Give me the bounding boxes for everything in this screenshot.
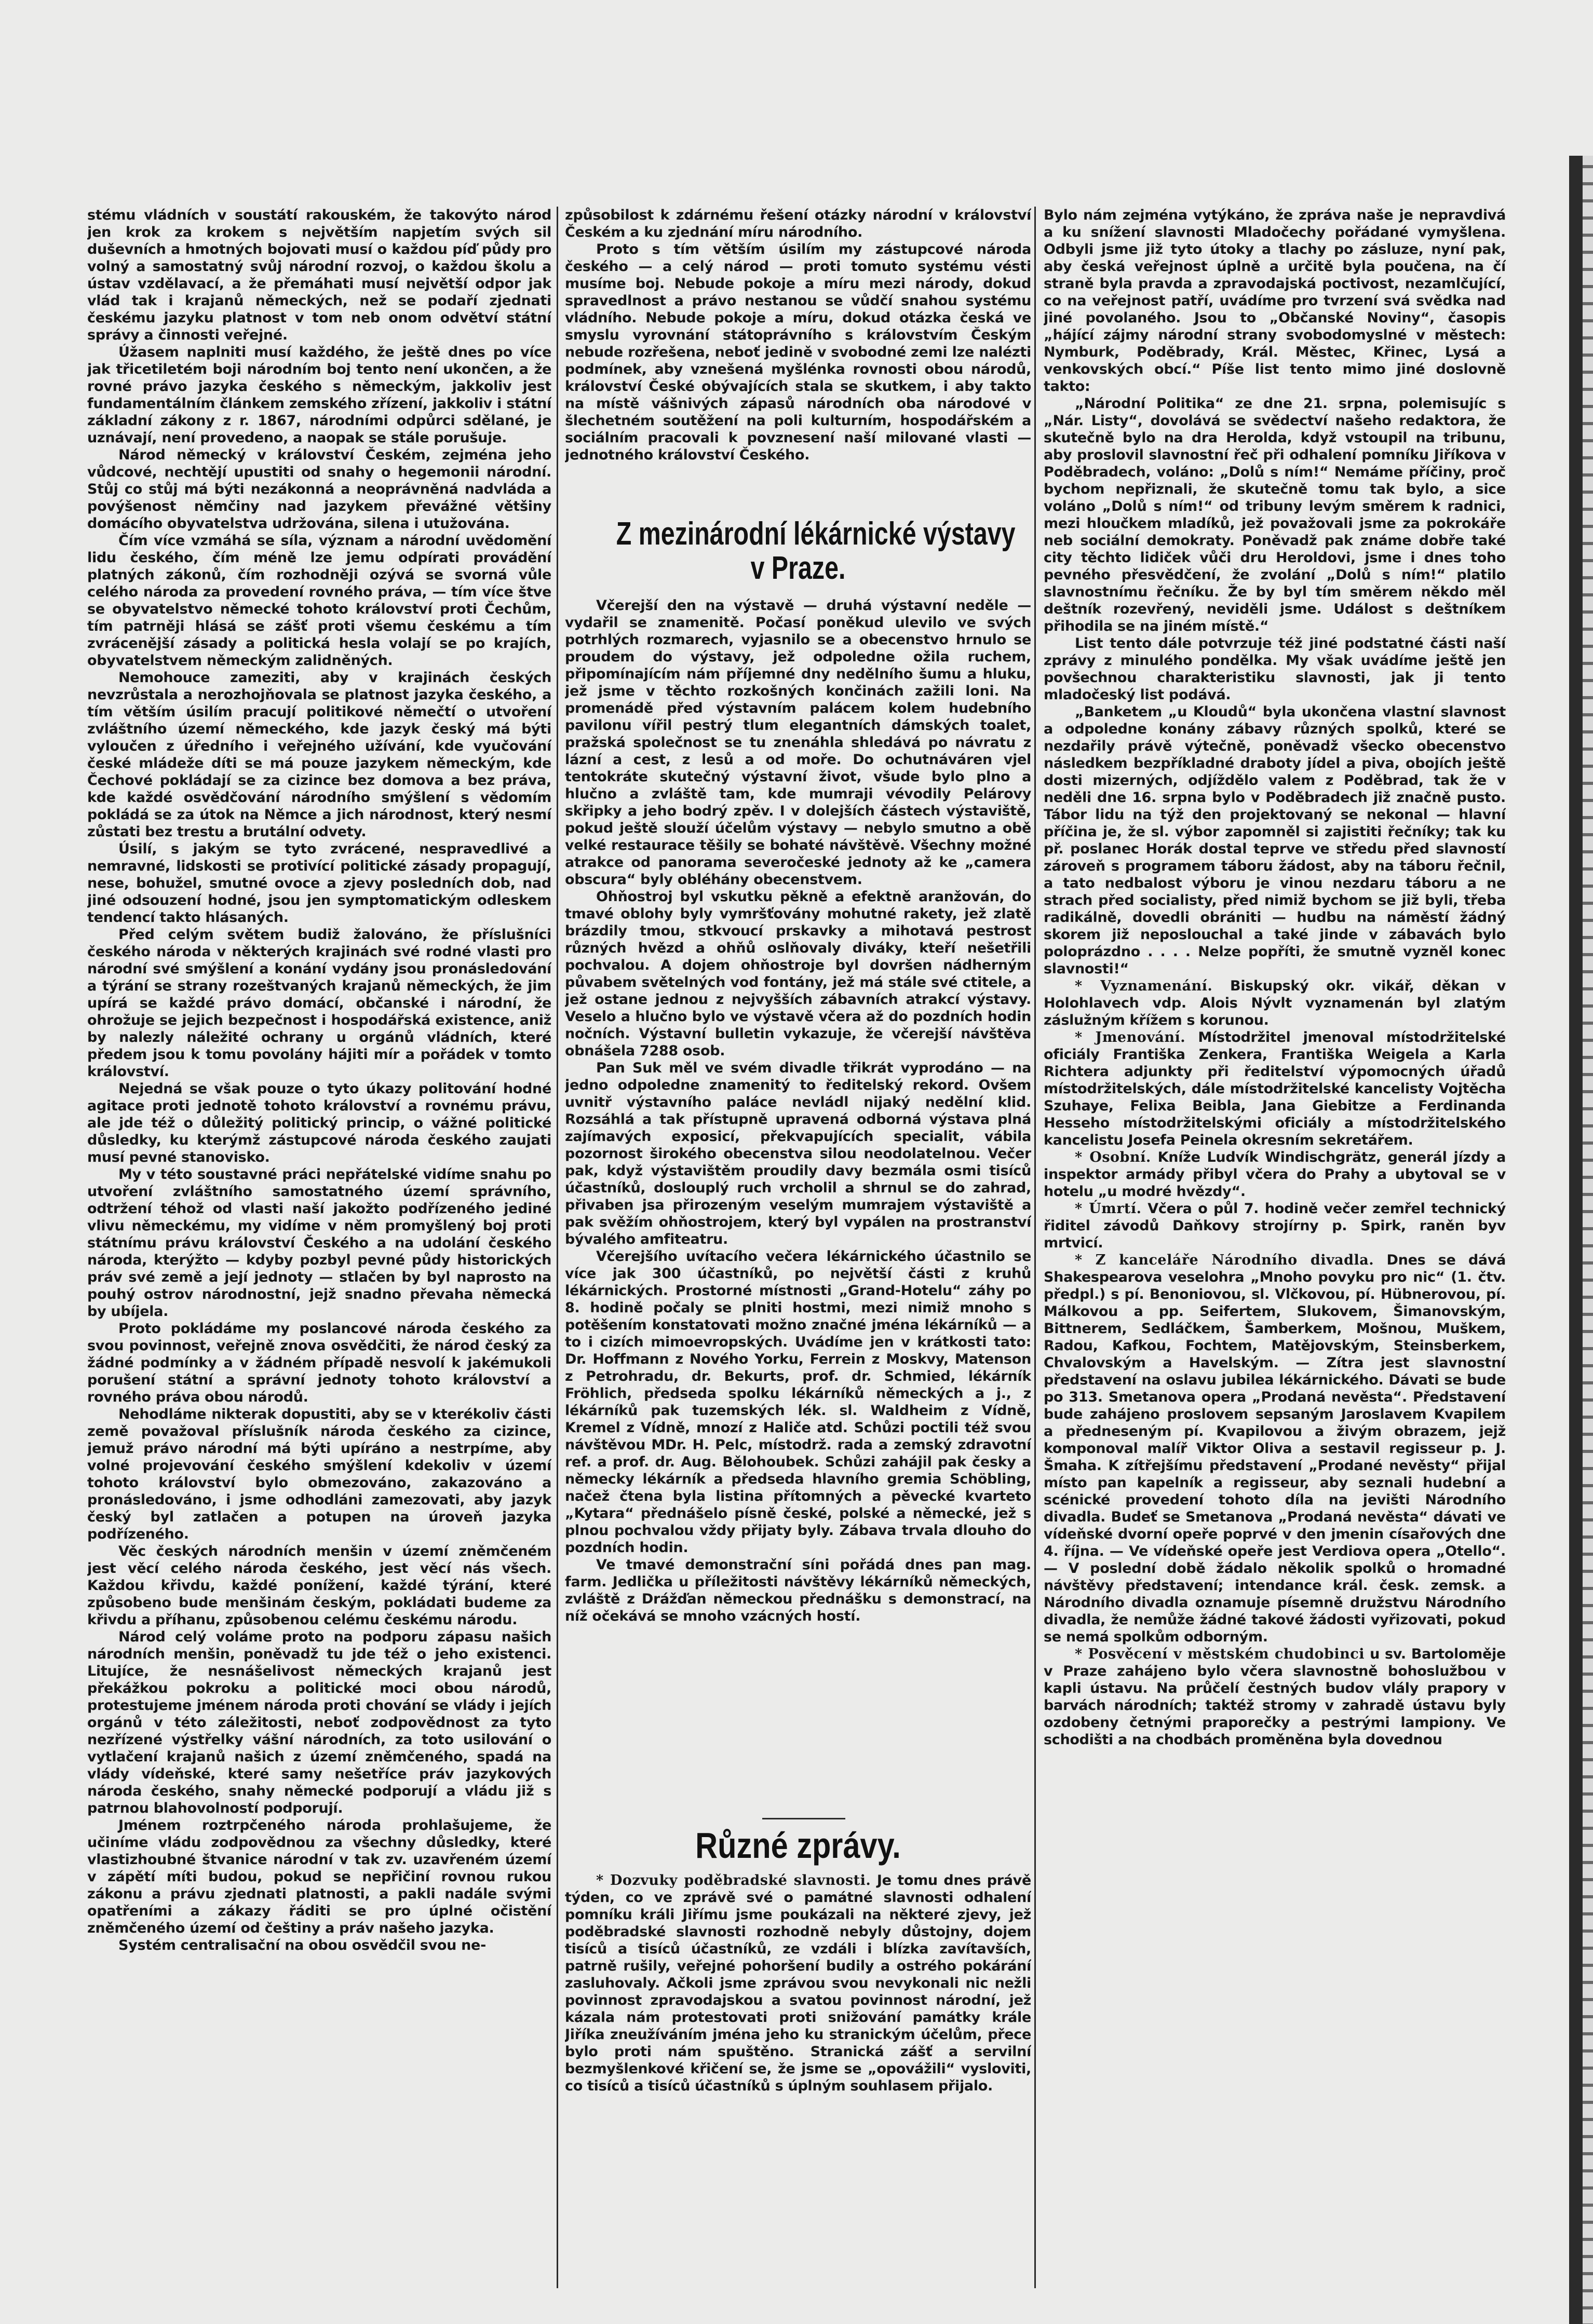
paragraph	[87, 1817, 551, 1937]
news-item-title: * Z kanceláře Národního divadla.	[1075, 1252, 1374, 1268]
paragraph-text: Je tomu dnes právě týden, co ve zprávě své o památné slavnosti odhalení pomníku králi Jiřímu jsme poukázali na některé zjevy, jež poděbradské slavnosti rozhodně nebyly důstojny, dojem tisíců a tisíců účastníků, ze vzdáli i blízka zavítavších, patrně rušily, veřejné pohoršení budily a ostrého pokárání zasluhovaly. Ačkoli jsme zprávou svou nevykonali nic nežli povinnost zpravodajskou a svatou povinnost národní, jež kázala nám protestovati proti snižování památky krále Jiříka zneužíváním jména jeho ku stranickým účelům, přece bylo proti nám spuštěno. Stranická zášť a servilní bezmyšlenkové křičení se, že jsme se „opovážili“ vysloviti, co tisíců a tisíců účastníků s úplným souhlasem přijalo.	[565, 1872, 1031, 2094]
section-divider	[762, 1818, 845, 1819]
paragraph-text: Bylo nám zejména vytýkáno, že zpráva naše je nepravdivá a ku snížení slavnosti Mladočechy pořádané vymyšlena. Odbyli jsme již tyto útoky a tlachy po zásluze, nyní pak, aby česká veřejnost úplně a určitě byla poučena, na čí straně byla pravda a zpravodajská poctivost, nezamlčující, co na veřejnost patří, uvádíme pro tvrzení svá svědka nad jiné povolaného. Jsou to „Občanské Noviny“, časopis „hájící zájmy národní strany svobodomyslné v městech: Nymburk, Poděbrady, Král. Městec, Křinec, Lysá a venkovských obcí.“ Píše list tento mimo jiné doslovně takto:	[1044, 207, 1506, 395]
paragraph-text: „Banketem „u Kloudů“ byla ukončena vlastní slavnost a odpoledne konány zábavy různých spolků, které se nezdařily právě výtečně, poněvadž všecko obecenstvo následkem bezpříkladné draboty jídel a piva, obojích ještě dosti mizerných, odjíždělo valem z Poděbrad, tak že v neděli dne 16. srpna bylo v Poděbradech již značně pusto. Tábor lidu na týž den projektovaný se nekonal — hlavní příčina je, že sl. výbor zapomněl si zajistiti řečníky; tak ku př. poslanec Horák dostal teprve ve středu před slavností zároveň s programem táboru žádost, aby na táboru řečnil, a tato nedbalost výboru je vinou nezdaru táboru a ne strach před socialisty, před nimiž bychom se již byli, třeba radikálně, dovedli obrániti — hudbu na náměstí žádný skorem již neposlouchal a také jinde v zábavách bylo poloprázdno . . . . Nelze popříti, že smutně vyzněl konec slavnosti!“	[1044, 704, 1506, 977]
paragraph-text: Ohňostroj byl vskutku pěkně a efektně aranžován, do tmavé oblohy byly vymršťovány mohutné rakety, jež zlatě brázdily tmou, stkvoucí prskavky a mihotavá pestrost různých hvězd a ohňů oslňovaly diváky, kteří nešetřili pochvalou. A dojem ohňostroje byl dovršen nádherným půvabem světelných vod fontány, jež má stále své ctitele, a jež ostane jednou z nejvyšších zábavních atrakcí výstavy. Veselo a hlučno bylo ve výstavě včera až do pozdních hodin nočních. Výstavní bulletin vykazuje, že včerejší návštěva obnášela 7288 osob.	[565, 889, 1031, 1059]
paragraph	[87, 1937, 551, 1954]
paragraph-text: u sv. Bartoloměje v Praze zahájeno bylo včera slavnostně bohoslužbou v kapli ústavu. Na průčelí čestných budov vlály prapory v barvách národních; taktéž stromy v zahradě ústavu byly ozdobeny četnými praporečky a pestrými lampiony. Ve schodišti a na chodbách proměněna byla dovednou	[1044, 1646, 1506, 1748]
paragraph	[565, 888, 1031, 1059]
paragraph-text: Čím více vzmáhá se síla, význam a národní uvědomění lidu českého, čím méně lze jemu odpírati provádění platných zákonů, čím rozhodněji ozývá se svorná vůle celého národa za provedení rovného práva, — tím více štve se obyvatelstvo německé tohoto království proti Čechům, tím patrněji hlásá se zášť proti všemu českému a tím zvrácenější zásady a politická hesla volají se po krajích, obyvatelstvem německým zalidněných.	[87, 533, 551, 669]
column-3	[1044, 207, 1506, 2288]
paragraph	[87, 1080, 551, 1166]
paragraph	[1044, 635, 1506, 703]
paragraph-text: Jménem roztrpčeného národa prohlašujeme, že učiníme vládu zodpovědnou za všechny důsledky, které vlastizhoubné štvanice národní v tak zv. uzavřeném území v zápětí míti budou, pokud se nepřičiní rovnou rukou zákonu a právu zjednati platnosti, a pakli nadále svými opatřeními a zákazy řáditi se pro úplné očistění zněmčeného území od češtiny a práv našeho jazyka.	[87, 1817, 551, 1936]
paragraph-text: Včerejší den na výstavě — druhá výstavní neděle — vydařil se znamenitě. Počasí poněkud ulevilo ve svých potrhlých rozmarech, vyjasnilo se a obecenstvo hrnulo se proudem do výstavy, jež odpoledne ožila ruchem, připomínajícím nám příjemné dny nedělního šumu a hluku, jež jsme v těchto rozkošných končinách zažili loni. Na promenádě před výstavním palácem kolem hudebního pavilonu vířil pestrý tlum elegantních dámských toalet, pražská společnost se tu znenáhla shledává po návratu z lázní a cest, z lesů a od moře. Do ochutnáváren vjel tentokráte skutečný výstavní život, všude bylo plno a hlučno a zvláště tam, kde mumraji vévodily Pelárovy skřipky a jeho bodrý zpěv. I v dolejších částech výstaviště, pokud ještě slouží účelům výstavy — nebylo smutno a obě velké restaurace těšily se bohaté návštěvě. Všechny možné atrakce od panorama severočeské jednoty až ke „camera obscura“ byly obléhány obecenstvem.	[565, 597, 1031, 888]
paragraph	[87, 446, 551, 532]
paragraph	[1044, 977, 1506, 1029]
paragraph-text: Proto pokládáme my poslancové národa českého za svou povinnost, veřejně znova osvědčiti, že národ český za žádné podmínky a v žádném případě nesvolí k jakémukoli porušení státní a správní jednoty tohoto království a rovného práva obou národů.	[87, 1321, 551, 1405]
paragraph	[565, 241, 1031, 464]
paragraph	[1044, 1252, 1506, 1646]
paragraph	[1044, 1200, 1506, 1252]
adjacent-page-fragment	[1583, 156, 1593, 2324]
paragraph	[1044, 1149, 1506, 1200]
paragraph-text: Nehodláme nikterak dopustiti, aby se v kterékoliv části země považoval příslušník národa českého za cizince, jemuž právo národní má býti upíráno a nestrpíme, aby volné projevování českého smýšlení kdekoliv v území tohoto království bylo obmezováno, zakazováno a pronásledováno, i jsme odhodláni zamezovati, aby jazyk český byl zatlačen a potupen na úroveň jazyka podřízeného.	[87, 1406, 551, 1542]
paragraph-text: Národ celý voláme proto na podporu zápasu našich národních menšin, poněvadž tu jde též o jeho existenci. Litujíce, že nesnášelivost německých krajanů jest překážkou pokroku a politické moci obou národů, protestujeme jménem národa proti chování se vlády i jejích orgánů v této záležitosti, neboť zodpovědnost za tyto nezřízené výstřelky vášní národních, za toto usilování o vytlačení krajanů našich z území zněmčeného, spadá na vlády vídeňské, které samy nešetříce práv jazykových národa českého, snahy německé podporují a vládu již s patrnou blahovolností podporují.	[87, 1629, 551, 1816]
paragraph-text: Nejedná se však pouze o tyto úkazy politování hodné agitace proti jednotě tohoto království a rovnému právu, ale jde též o důležitý politický princip, o vážné politické důsledky, ku kterýmž zástupcové národa českého zaujati musí pevné stanovisko.	[87, 1081, 551, 1165]
paragraph	[87, 532, 551, 669]
paragraph-text: Dnes se dává Shakespearova veselohra „Mnoho povyku pro nic“ (1. čtv. předpl.) s pí. Benoniovou, sl. Vlčkovou, pí. Hübnerovou, pí. Málkovou a pp. Seifertem, Slukovem, Šimanovským, Bittnerem, Sedláčkem, Šamberkem, Mošnou, Muškem, Radou, Kafkou, Fochtem, Matějovským, Steinsberkem, Chvalovským a Havelským. — Zítra jest slavnostní představení na oslavu jubilea lékárnického. Dávati se bude po 313. Smetanova opera „Prodaná nevěsta“. Představení bude zahájeno proslovem sepsaným Jaroslavem Kvapilem a předneseným pí. Kvapilovou a živým obrazem, jejž komponoval malíř Viktor Oliva a sestavil regisseur p. J. Šmaha. K zítřejšímu představení „Prodané nevěsty“ přijal místo pan kapelník a regisseur, aby seznali hudební a scénické provedení tohoto díla na jevišti Národního divadla. Budeť se Smetanova „Prodaná nevěsta“ dávati ve vídeňské dvorní opeře poprvé v den jmenin císařových dne 4. října. — Ve vídeňské opeře jest Verdiova opera „Otello“. — V poslední době žádalo několik spolků o hromadné návštěvy představení; intendance král. česk. zemsk. a Národního divadla oznamuje písemně družstvu Národního divadla, že nemůže žádné takové žádosti vyřizovati, pokud se nemá spolkům odborným.	[1044, 1252, 1506, 1645]
page-edge-shadow	[1569, 156, 1583, 2324]
paragraph-text: Místodržitel jmenoval místodržitelské oficiály Františka Zenkera, Františka Weigela a Karla Richtera adjunkty při ředitelství výpomocných úřadů místodržitelských, dále místodržitelské kancelisty Vojtěcha Szuhaye, Felixa Beibla, Jana Giebitze a Ferdinanda Hesseho místodržitelskými oficiály a místodržitelského kancelistu Josefa Peinela okresním sekretářem.	[1044, 1029, 1506, 1148]
paragraph	[565, 1556, 1031, 1625]
paragraph-text: Před celým světem budiž žalováno, že příslušníci českého národa v některých krajinách své rodné vlasti pro národní své smýšlení a konání vydány jsou pronásledování a týrání se strany rozeštvaných krajanů německých, že jim upírá se každé právo domácí, občanské i národní, že ohrožuje se jejich bezpečnost i hospodářská existence, aniž by nalezly náležité ochrany u orgánů vládních, které předem jsou k tomu povolány hájiti mír a pořádek v tomto království.	[87, 927, 551, 1080]
paragraph-text: Pan Suk měl ve svém divadle třikrát vyprodáno — na jedno odpoledne znamenitý to ředitelský rekord. Ovšem uvnitř výstavního paláce nevládl nijaký nedělní klid. Rozsáhlá a tak přístupně upravená odborná výstava plná zajímavých exposicí, překvapujících specialit, vábila pozornost širokého obecenstva silou neodolatelnou. Večer pak, když výstavištěm proudily davy bezmála osmi tisíců účastníků, doslouplý ruch vrcholil a shrnul se do zahrad, přivaben jsa přirozeným veselým mumrajem výstaviště a pak svěžím ohňostrojem, který byl vypálen na prostranství bývalého amfiteatru.	[565, 1060, 1031, 1247]
paragraph-text: Biskupský okr. vikář, děkan v Holohlavech vdp. Alois Nývlt vyznamenán byl zlatým záslužným křížem s korunou.	[1044, 978, 1506, 1028]
paragraph-text: stému vládních v soustátí rakouském, že takovýto národ jen krok za krokem s největším napjetím svých sil duševních a hmotných bojovati musí o každou píď půdy pro volný a samostatný svůj národní rozvoj, o každou školu a ústav vzdělavací, a že přemáhati musí největší odpor jak vlád tak i krajanů německých, než se podaří zjednati českému jazyku platnost v tom neb onom odvětví státní správy a činnosti veřejné.	[87, 207, 551, 343]
column-2	[565, 207, 1031, 2288]
paragraph-text: Ve tmavé demonstrační síni pořádá dnes pan mag. farm. Jedlička u příležitosti návštěvy lékárníků německých, zvláště z Drážďan německou přednášku s demonstrací, na níž očekává se mnoho vzácných hostí.	[565, 1557, 1031, 1624]
column-1	[87, 207, 551, 2288]
paragraph-text: Úsilí, s jakým se tyto zvrácené, nespravedlivé a nemravné, lidskosti se protivící politické zásady propagují, nese, bohužel, smutné ovoce a zjevy posledních dob, nad jiné odsouzení hodné, jsou jen symptomatickým odleskem tendencí takto hlásaných.	[87, 841, 551, 926]
paragraph	[1044, 1029, 1506, 1149]
article-pharmacy-exhibition	[565, 597, 1031, 1806]
paragraph	[87, 1320, 551, 1406]
paragraph-text: Včerejšího uvítacího večera lékárnického účastnilo se více jak 300 účastníků, po největší části z kruhů lékárnických. Prostorné místnosti „Grand-Hotelu“ záhy po 8. hodině počaly se plniti hostmi, mezi nimiž mnoho s potěšením konstatovati možno značné jména lékárníků — a to i cizích mimoevropských. Uvádíme jen v krátkosti tato: Dr. Hoffmann z Nového Yorku, Ferrein z Moskvy, Matenson z Petrohradu, dr. Bekurts, prof. dr. Schmied, lékárník Fröhlich, předseda spolku lékárníků německých a j., z lékárníků pak tuzemských lék. sl. Waldheim z Vídně, Kremel z Vídně, mnozí z Haliče atd. Schůzi poctili též svou návštěvou MDr. H. Pelc, místodrž. rada a zemský zdravotní ref. a prof. dr. Aug. Bělohoubek. Schůzi zahájil pak česky a německy lékárník a předseda hlavního gremia Schöbling, načež čtena byla listina přítomných a pěvecké kvarteto „Kytara“ přednášelo písně české, polské a německé, jež s plnou pochvalou vždy přijaty byly. Zábava trvala dlouho do pozdních hodin.	[565, 1248, 1031, 1556]
paragraph	[87, 207, 551, 344]
paragraph	[1044, 703, 1506, 977]
news-item-title: * Úmrtí.	[1075, 1201, 1142, 1217]
paragraph-text: způsobilost k zdárnému řešení otázky národní v království Českém a ku zjednání míru národního.	[565, 207, 1031, 240]
paragraph-text: „Národní Politika“ ze dne 21. srpna, polemisujíc s „Nár. Listy“, dovolává se svědectví našeho redaktora, že skutečně bylo na dra Herolda, když vstoupil na tribunu, aby proslovil slavnostní řeč při odhalení pomníku Jiříkova v Poděbradech, voláno: „Dolů s ním!“ Nemáme příčiny, proč bychom nepřiznali, že skutečně tomu tak bylo, a sice voláno „Dolů s ním!“ od tribuny levým směrem k radnici, mezi hloučkem mladíků, jež považovali jsme za pokrokáře neb sociální demokraty. Poněvadž pak známe dobře také city těchto lidiček vůči dru Heroldovi, jsme i dnes toho pevného přesvědčení, že zvolání „Dolů s ním!“ platilo slavnostnímu řečníku. Že by byl tím směrem někdo měl deštník rozevřený, neviděli jsme. Událost s deštníkem přihodila se na jiném místě.“	[1044, 396, 1506, 634]
paragraph-text: Nemohouce zameziti, aby v krajinách českých nevzrůstala a nerozhojňovala se platnost jazyka českého, a tím větším úsilím pracují politikové němečtí o utvoření zvláštního území německého, kde jazyk český má býti vyloučen z úředního i veřejného užívání, kde vyučování české mládeže díti se má pouze jazykem německým, kde Čechové pokládají se za cizince bez domova a bez práva, kde každé osvědčování národního smýšlení s vědomím pokládá se za útok na Němce a jich národnost, který nesmí zůstati bez trestu a brutální odvety.	[87, 670, 551, 840]
paragraph	[1044, 207, 1506, 395]
paragraph	[87, 1543, 551, 1628]
article-declaration-part2	[565, 207, 1031, 502]
news-item-title: * Posvěcení v městském chudobinci	[1075, 1646, 1365, 1662]
misc-news-part1	[565, 1872, 1031, 2288]
exhibition-headline-line2: v Praze.	[750, 550, 846, 586]
paragraph	[87, 344, 551, 446]
paragraph	[565, 597, 1031, 888]
exhibition-headline-line1: Z mezinárodní lékárnické výstavy	[616, 516, 1016, 552]
paragraph-text: Včera o půl 7. hodině večer zemřel technický řiditel závodů Daňkovy strojírny p. Spirk, raněn byv mrtvicí.	[1044, 1201, 1506, 1251]
misc-news-part2	[1044, 207, 1506, 2288]
paragraph	[565, 1248, 1031, 1556]
misc-news-headline: Různé zprávy.	[695, 1825, 901, 1866]
article-declaration-part1	[87, 207, 551, 2288]
paragraph	[1044, 1646, 1506, 1748]
paragraph	[87, 669, 551, 840]
paragraph-text: Národ německý v království Českém, zejména jeho vůdcové, nechtějí upustiti od snahy o hegemonii národní. Stůj co stůj má býti nezákonná a neoprávněná nadvláda a povýšenost němčiny nad jazykem převážné většiny domácího obyvatelstva udržována, silena i utužována.	[87, 447, 551, 532]
column-divider	[1034, 207, 1036, 2288]
column-divider	[557, 207, 558, 2288]
paragraph-text: List tento dále potvrzuje též jiné podstatné části naší zprávy z minulého pondělka. My však uvádíme ještě jen povšechnou charakteristiku slavnosti, jak ji tento mladočeský list podává.	[1044, 635, 1506, 703]
paragraph	[87, 1628, 551, 1817]
paragraph	[87, 1406, 551, 1543]
paragraph-text: Kníže Ludvík Windischgrätz, generál jízdy a inspektor armády přibyl včera do Prahy a ubytoval se v hotelu „u modré hvězdy“.	[1044, 1149, 1506, 1200]
news-item-title: * Jmenování.	[1075, 1029, 1186, 1045]
paragraph	[87, 840, 551, 926]
paragraph-text: Proto s tím větším úsilím my zástupcové národa českého — a celý národ — proti tomuto systému vésti musíme boj. Nebude pokoje a míru mezi národy, dokud spravedlnost a právo nestanou se vůdčí snahou systému vládního. Nebude pokoje a míru, dokud otázka česká ve smyslu vyrovnání státoprávního s královstvím Českým nebude rozřešena, neboť jedině v svobodné zemi lze nalézti podmínek, aby vznešená myšlénka rovnosti obou národů, království České obývajících stala se skutkem, i aby takto na místě vášnivých zápasů národních oba národové v šlechetném soutěžení na poli kulturním, hospodářském a sociálním pracovali k povznesení naší milované vlasti — jednotného království Českého.	[565, 241, 1031, 463]
paragraph	[565, 1059, 1031, 1248]
paragraph-text: Systém centralisační na obou osvědčil svou ne-	[118, 1937, 486, 1953]
paragraph	[1044, 395, 1506, 635]
news-item-title: * Osobní.	[1075, 1149, 1151, 1165]
news-item-title: * Vyznamenání.	[1075, 978, 1213, 994]
paragraph-text: Úžasem naplniti musí každého, že ještě dnes po více jak třicetiletém boji národním boj tento není ukončen, a že rovné právo jazyka českého s německým, jakkoliv jest fundamentálním článkem zemského zřízení, jakkoliv i státní základní zákony z r. 1867, národními odpůrci sdělané, je uznávají, není provedeno, a naopak se stále porušuje.	[87, 344, 551, 446]
paragraph	[565, 1872, 1031, 2095]
paragraph	[87, 926, 551, 1080]
paragraph	[87, 1166, 551, 1320]
news-item-title: * Dozvuky poděbradské slavnosti.	[596, 1872, 871, 1888]
paragraph	[565, 207, 1031, 241]
paragraph-text: My v této soustavné práci nepřátelské vidíme snahu po utvoření zvláštního samostatného území správního, odtržení téhož od vlasti naší jakožto podřízeného jediné vlivu německému, my vidíme v něm promyšlený boj proti státnímu právu království Českého a na udolání českého národa, kterýžto — kdyby pozbyl pevné půdy historických práv své země a její jednoty — stlačen by byl naprosto na pouhý ostrov národnostní, jejž snadno převaha německá by ubíjela.	[87, 1166, 551, 1320]
paragraph-text: Věc českých národních menšin v území zněmčeném jest věcí celého národa českého, jest věcí nás všech. Každou křivdu, každé ponížení, každé týrání, které způsobeno bude menšinám českým, pokládati budeme za křivdu a příhanu, způsobenou celému českému národu.	[87, 1543, 551, 1628]
